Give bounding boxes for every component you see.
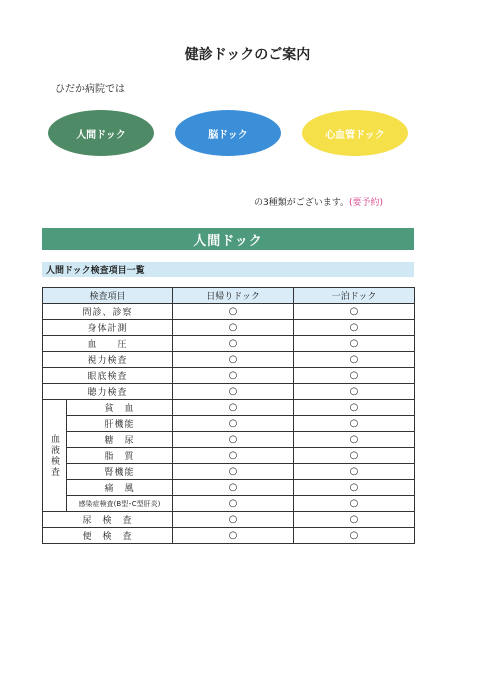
summary-main: の3種類がございます。 [254,198,350,208]
overnight-dock-mark: ○ [294,336,415,352]
course-human-dock-oval [48,110,154,156]
course-label: 脳ドック [208,129,248,141]
table-row [43,336,415,352]
exam-item-cell: 聴力検査 [43,384,173,400]
day-dock-mark: ○ [173,448,294,464]
exam-item-cell: 尿 検 査 [43,512,173,528]
table-row [43,464,415,480]
exam-item-cell: 問診、診察 [43,304,173,320]
day-dock-mark: ○ [173,464,294,480]
table-row [43,432,415,448]
table-row [43,480,415,496]
overnight-dock-mark: ○ [294,464,415,480]
day-dock-mark: ○ [173,384,294,400]
day-dock-mark: ○ [173,480,294,496]
overnight-dock-mark: ○ [294,480,415,496]
exam-items-table [42,287,415,544]
col-header-item: 検査項目 [43,288,173,304]
table-row [43,448,415,464]
overnight-dock-mark: ○ [294,528,415,544]
table-row [43,528,415,544]
reservation-note: (要予約) [349,198,384,208]
course-label: 心血管ドック [325,129,385,141]
overnight-dock-mark: ○ [294,448,415,464]
overnight-dock-mark: ○ [294,432,415,448]
table-row [43,304,415,320]
course-cardio-dock-oval [302,110,408,156]
table-row [43,416,415,432]
overnight-dock-mark: ○ [294,352,415,368]
exam-item-cell: 血 圧 [43,336,173,352]
day-dock-mark: ○ [173,496,294,512]
course-brain-dock-oval [175,110,281,156]
exam-item-cell: 貧 血 [67,400,173,416]
overnight-dock-mark: ○ [294,416,415,432]
col-header-overnight: 一泊ドック [294,288,415,304]
page-title: 健診ドックのご案内 [184,47,311,63]
overnight-dock-mark: ○ [294,496,415,512]
day-dock-mark: ○ [173,352,294,368]
exam-item-cell: 視力検査 [43,352,173,368]
day-dock-mark: ○ [173,336,294,352]
exam-item-cell: 感染症検査(B型･C型肝炎) [67,496,173,512]
exam-item-cell: 脂 質 [67,448,173,464]
overnight-dock-mark: ○ [294,400,415,416]
table-row [43,496,415,512]
overnight-dock-mark: ○ [294,368,415,384]
table-header-row [43,288,415,304]
table-row [43,512,415,528]
summary-text [254,195,383,208]
intro-text: ひだか病院では [55,84,125,95]
exam-item-cell: 糖 尿 [67,432,173,448]
overnight-dock-mark: ○ [294,512,415,528]
blood-test-group-label: 血液検査 [43,400,67,512]
section-banner: 人間ドック [42,228,414,250]
exam-item-cell: 肝機能 [67,416,173,432]
exam-item-cell: 身体計測 [43,320,173,336]
table-row [43,368,415,384]
exam-item-cell: 便 検 査 [43,528,173,544]
course-label: 人間ドック [76,129,126,141]
table-row [43,384,415,400]
exam-item-cell: 痛 風 [67,480,173,496]
day-dock-mark: ○ [173,512,294,528]
col-header-day: 日帰りドック [173,288,294,304]
day-dock-mark: ○ [173,432,294,448]
overnight-dock-mark: ○ [294,304,415,320]
table-row [43,400,415,416]
day-dock-mark: ○ [173,528,294,544]
section-subtitle: 人間ドック検査項目一覧 [42,262,414,277]
table-row [43,352,415,368]
day-dock-mark: ○ [173,416,294,432]
table-row [43,320,415,336]
day-dock-mark: ○ [173,368,294,384]
overnight-dock-mark: ○ [294,384,415,400]
day-dock-mark: ○ [173,400,294,416]
overnight-dock-mark: ○ [294,320,415,336]
exam-item-cell: 眼底検査 [43,368,173,384]
day-dock-mark: ○ [173,304,294,320]
exam-item-cell: 腎機能 [67,464,173,480]
day-dock-mark: ○ [173,320,294,336]
